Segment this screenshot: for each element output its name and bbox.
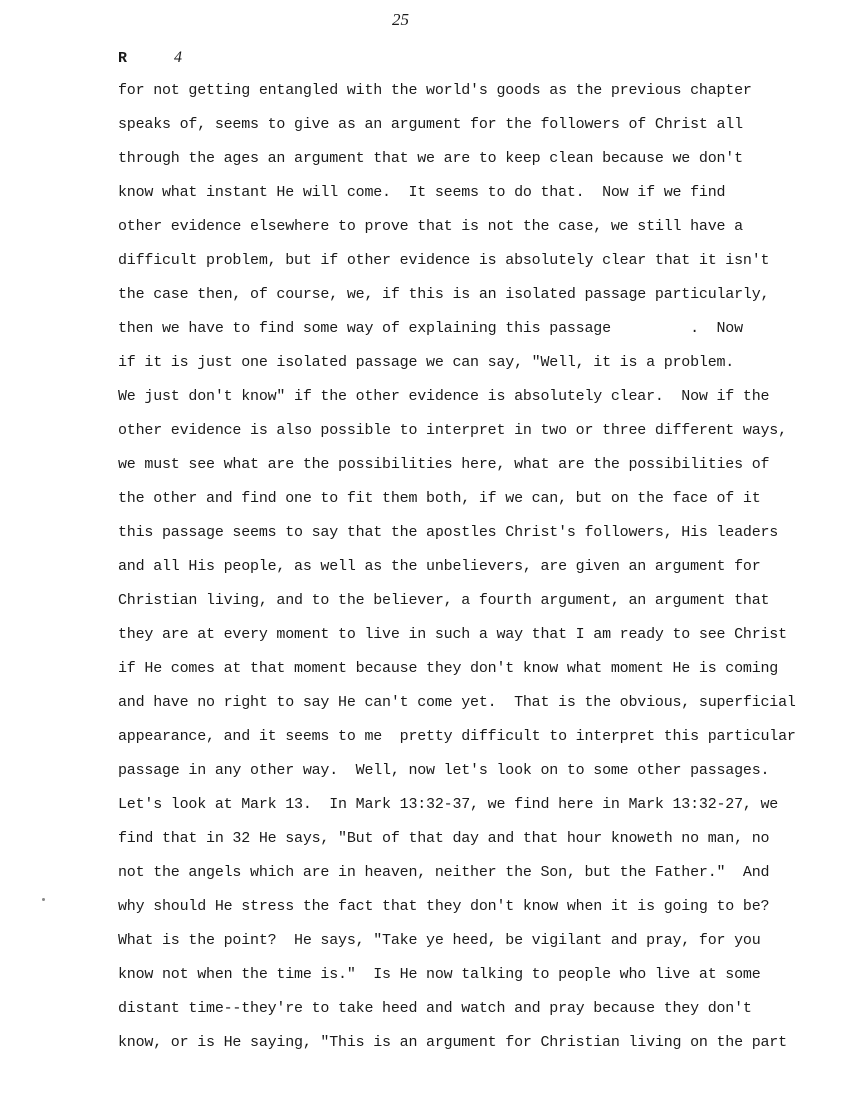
text-line: we must see what are the possibilities here, what are the possibilities of [118,456,770,473]
text-line: Christian living, and to the believer, a fourth argument, an argument that [118,592,770,609]
text-line: why should He stress the fact that they don't know when it is going to be? [118,898,770,915]
text-line: then we have to find some way of explaining this passage . Now [118,320,743,337]
text-line: Let's look at Mark 13. In Mark 13:32-37, we find here in Mark 13:32-27, we [118,796,779,813]
text-line: not the angels which are in heaven, neither the Son, but the Father." And [118,864,770,881]
text-line: the other and find one to fit them both, if we can, but on the face of it [118,490,761,507]
scan-speck [42,898,45,901]
text-line: know not when the time is." Is He now talking to people who live at some [118,966,761,983]
text-line: they are at every moment to live in such a way that I am ready to see Christ [118,626,787,643]
body-text [118,80,798,1066]
text-line: know, or is He saying, "This is an argument for Christian living on the part [118,1034,787,1051]
text-line: passage in any other way. Well, now let's look on to some other passages. [118,762,770,779]
text-line: if it is just one isolated passage we can say, "Well, it is a problem. [118,354,735,371]
section-mark [118,49,183,67]
text-line: appearance, and it seems to me pretty difficult to interpret this particular [118,728,796,745]
text-line: through the ages an argument that we are to keep clean because we don't [118,150,743,167]
text-line: if He comes at that moment because they don't know what moment He is coming [118,660,779,677]
page-number: 25 [392,10,409,29]
text-line: the case then, of course, we, if this is an isolated passage particularly, [118,286,770,303]
text-line: difficult problem, but if other evidence is absolutely clear that it isn't [118,252,770,269]
text-line: and have no right to say He can't come yet. That is the obvious, superficial [118,694,796,711]
text-line: for not getting entangled with the world's goods as the previous chapter [118,82,752,99]
section-number: 4 [174,49,184,66]
text-line: other evidence elsewhere to prove that is not the case, we still have a [118,218,743,235]
text-line: What is the point? He says, "Take ye heed, be vigilant and pray, for you [118,932,761,949]
text-line: find that in 32 He says, "But of that day and that hour knoweth no man, no [118,830,770,847]
text-line: distant time--they're to take heed and watch and pray because they don't [118,1000,752,1017]
text-line: this passage seems to say that the apostles Christ's followers, His leaders [118,524,779,541]
text-line: know what instant He will come. It seems to do that. Now if we find [118,184,726,201]
text-line: speaks of, seems to give as an argument for the followers of Christ all [118,116,743,133]
text-line: other evidence is also possible to interpret in two or three different ways, [118,422,787,439]
text-line: We just don't know" if the other evidence is absolutely clear. Now if the [118,388,770,405]
text-line: and all His people, as well as the unbelievers, are given an argument for [118,558,761,575]
section-letter: R [118,50,129,67]
